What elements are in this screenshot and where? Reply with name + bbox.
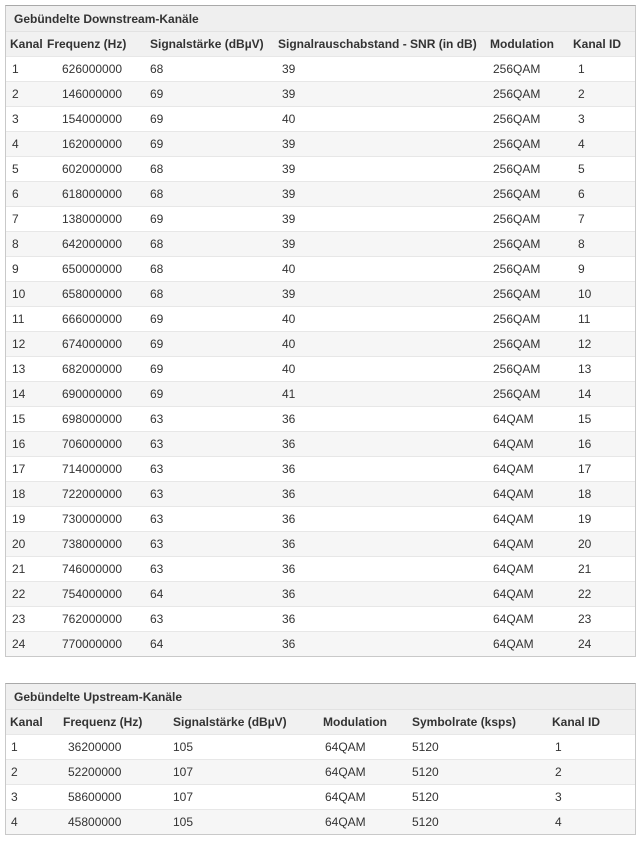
- table-cell: 68: [149, 57, 277, 82]
- table-cell: 7: [572, 207, 635, 232]
- table-cell: 6: [6, 182, 46, 207]
- table-cell: 64QAM: [489, 457, 572, 482]
- table-cell: 36: [277, 557, 489, 582]
- table-cell: 22: [572, 582, 635, 607]
- table-row: [6, 307, 635, 332]
- table-row: [6, 257, 635, 282]
- table-cell: 39: [277, 207, 489, 232]
- downstream-table-title: Gebündelte Downstream-Kanäle: [6, 6, 635, 32]
- table-cell: 24: [572, 632, 635, 657]
- table-cell: 16: [6, 432, 46, 457]
- table-row: [6, 332, 635, 357]
- table-cell: 41: [277, 382, 489, 407]
- table-cell: 68: [149, 232, 277, 257]
- table-cell: 162000000: [46, 132, 149, 157]
- table-cell: 5120: [406, 760, 546, 785]
- table-cell: 105: [166, 810, 316, 835]
- table-cell: 36: [277, 432, 489, 457]
- table-cell: 64QAM: [489, 582, 572, 607]
- table-cell: 69: [149, 82, 277, 107]
- table-cell: 63: [149, 407, 277, 432]
- table-cell: 738000000: [46, 532, 149, 557]
- table-cell: 105: [166, 735, 316, 760]
- table-cell: 6: [572, 182, 635, 207]
- table-cell: 69: [149, 307, 277, 332]
- table-cell: 256QAM: [489, 382, 572, 407]
- table-cell: 107: [166, 785, 316, 810]
- table-cell: 682000000: [46, 357, 149, 382]
- table-cell: 256QAM: [489, 307, 572, 332]
- table-cell: 690000000: [46, 382, 149, 407]
- table-cell: 64QAM: [489, 432, 572, 457]
- table-cell: 9: [6, 257, 46, 282]
- table-cell: 698000000: [46, 407, 149, 432]
- table-cell: 5120: [406, 785, 546, 810]
- table-cell: 13: [572, 357, 635, 382]
- table-row: [6, 407, 635, 432]
- column-header: Kanal: [6, 32, 46, 57]
- upstream-channels-table: [6, 684, 635, 834]
- table-cell: 11: [572, 307, 635, 332]
- table-cell: 138000000: [46, 207, 149, 232]
- upstream-table-title-row: [6, 684, 635, 710]
- table-row: [6, 632, 635, 657]
- table-cell: 10: [6, 282, 46, 307]
- table-cell: 12: [6, 332, 46, 357]
- upstream-table-title: Gebündelte Upstream-Kanäle: [6, 684, 635, 710]
- column-header: Kanal ID: [572, 32, 635, 57]
- table-cell: 16: [572, 432, 635, 457]
- column-header: Signalrauschabstand - SNR (in dB): [277, 32, 489, 57]
- table-cell: 730000000: [46, 507, 149, 532]
- table-cell: 4: [572, 132, 635, 157]
- table-cell: 64QAM: [316, 785, 406, 810]
- table-cell: 64QAM: [489, 532, 572, 557]
- table-cell: 39: [277, 82, 489, 107]
- table-cell: 17: [6, 457, 46, 482]
- table-cell: 45800000: [59, 810, 166, 835]
- table-cell: 602000000: [46, 157, 149, 182]
- table-cell: 256QAM: [489, 132, 572, 157]
- table-cell: 63: [149, 607, 277, 632]
- table-cell: 69: [149, 132, 277, 157]
- table-cell: 8: [572, 232, 635, 257]
- table-cell: 256QAM: [489, 57, 572, 82]
- table-cell: 626000000: [46, 57, 149, 82]
- table-cell: 256QAM: [489, 282, 572, 307]
- table-cell: 256QAM: [489, 257, 572, 282]
- table-row: [6, 382, 635, 407]
- table-cell: 256QAM: [489, 82, 572, 107]
- table-cell: 3: [546, 785, 635, 810]
- upstream-table-body: [6, 735, 635, 835]
- table-cell: 5: [6, 157, 46, 182]
- table-row: [6, 507, 635, 532]
- table-cell: 64QAM: [316, 735, 406, 760]
- table-cell: 1: [546, 735, 635, 760]
- table-cell: 256QAM: [489, 157, 572, 182]
- table-cell: 3: [572, 107, 635, 132]
- table-cell: 2: [546, 760, 635, 785]
- upstream-table-header-row: [6, 710, 635, 735]
- table-cell: 14: [572, 382, 635, 407]
- table-cell: 256QAM: [489, 332, 572, 357]
- table-cell: 19: [6, 507, 46, 532]
- table-row: [6, 107, 635, 132]
- table-row: [6, 760, 635, 785]
- table-cell: 1: [572, 57, 635, 82]
- table-cell: 2: [6, 82, 46, 107]
- table-cell: 69: [149, 107, 277, 132]
- table-cell: 20: [572, 532, 635, 557]
- table-cell: 650000000: [46, 257, 149, 282]
- table-cell: 68: [149, 182, 277, 207]
- column-header: Modulation: [316, 710, 406, 735]
- table-cell: 36: [277, 457, 489, 482]
- table-row: [6, 82, 635, 107]
- table-cell: 13: [6, 357, 46, 382]
- table-cell: 39: [277, 282, 489, 307]
- table-cell: 17: [572, 457, 635, 482]
- table-cell: 8: [6, 232, 46, 257]
- table-cell: 770000000: [46, 632, 149, 657]
- table-cell: 3: [6, 107, 46, 132]
- table-cell: 24: [6, 632, 46, 657]
- table-cell: 21: [572, 557, 635, 582]
- table-cell: 666000000: [46, 307, 149, 332]
- table-cell: 658000000: [46, 282, 149, 307]
- downstream-table-body: [6, 57, 635, 657]
- table-cell: 36: [277, 532, 489, 557]
- table-row: [6, 482, 635, 507]
- table-row: [6, 432, 635, 457]
- table-cell: 3: [6, 785, 59, 810]
- table-cell: 10: [572, 282, 635, 307]
- table-cell: 12: [572, 332, 635, 357]
- table-cell: 39: [277, 232, 489, 257]
- table-cell: 4: [6, 810, 59, 835]
- table-cell: 20: [6, 532, 46, 557]
- column-header: Kanal: [6, 710, 59, 735]
- table-cell: 11: [6, 307, 46, 332]
- table-cell: 39: [277, 182, 489, 207]
- table-cell: 674000000: [46, 332, 149, 357]
- table-cell: 68: [149, 157, 277, 182]
- table-cell: 19: [572, 507, 635, 532]
- table-cell: 154000000: [46, 107, 149, 132]
- table-cell: 64QAM: [489, 482, 572, 507]
- table-cell: 21: [6, 557, 46, 582]
- table-row: [6, 532, 635, 557]
- table-cell: 39: [277, 57, 489, 82]
- table-cell: 64QAM: [489, 607, 572, 632]
- table-cell: 69: [149, 357, 277, 382]
- table-cell: 9: [572, 257, 635, 282]
- table-cell: 642000000: [46, 232, 149, 257]
- table-cell: 256QAM: [489, 357, 572, 382]
- table-cell: 40: [277, 357, 489, 382]
- table-row: [6, 207, 635, 232]
- upstream-channels-section: [5, 683, 636, 835]
- table-cell: 256QAM: [489, 182, 572, 207]
- table-row: [6, 735, 635, 760]
- table-row: [6, 810, 635, 835]
- table-cell: 256QAM: [489, 207, 572, 232]
- table-row: [6, 582, 635, 607]
- table-cell: 4: [546, 810, 635, 835]
- table-cell: 18: [6, 482, 46, 507]
- table-cell: 5120: [406, 810, 546, 835]
- table-cell: 36: [277, 582, 489, 607]
- table-cell: 36: [277, 607, 489, 632]
- table-cell: 18: [572, 482, 635, 507]
- table-cell: 39: [277, 132, 489, 157]
- table-cell: 256QAM: [489, 107, 572, 132]
- table-cell: 52200000: [59, 760, 166, 785]
- table-cell: 36: [277, 507, 489, 532]
- table-cell: 64QAM: [316, 760, 406, 785]
- table-cell: 64QAM: [489, 557, 572, 582]
- table-row: [6, 132, 635, 157]
- table-cell: 64: [149, 582, 277, 607]
- column-header: Signalstärke (dBµV): [166, 710, 316, 735]
- table-cell: 58600000: [59, 785, 166, 810]
- table-cell: 40: [277, 107, 489, 132]
- table-cell: 146000000: [46, 82, 149, 107]
- table-cell: 1: [6, 57, 46, 82]
- table-cell: 107: [166, 760, 316, 785]
- table-cell: 63: [149, 482, 277, 507]
- downstream-table-title-row: [6, 6, 635, 32]
- table-row: [6, 785, 635, 810]
- table-row: [6, 457, 635, 482]
- table-row: [6, 282, 635, 307]
- column-header: Frequenz (Hz): [46, 32, 149, 57]
- column-header: Frequenz (Hz): [59, 710, 166, 735]
- table-cell: 40: [277, 332, 489, 357]
- table-cell: 7: [6, 207, 46, 232]
- table-cell: 68: [149, 282, 277, 307]
- table-cell: 14: [6, 382, 46, 407]
- table-cell: 69: [149, 382, 277, 407]
- column-header: Kanal ID: [546, 710, 635, 735]
- table-cell: 36: [277, 407, 489, 432]
- table-cell: 762000000: [46, 607, 149, 632]
- table-cell: 69: [149, 332, 277, 357]
- table-cell: 22: [6, 582, 46, 607]
- table-cell: 63: [149, 532, 277, 557]
- table-cell: 15: [6, 407, 46, 432]
- table-cell: 64QAM: [316, 810, 406, 835]
- table-cell: 714000000: [46, 457, 149, 482]
- table-cell: 69: [149, 207, 277, 232]
- table-cell: 63: [149, 432, 277, 457]
- downstream-channels-table: [6, 6, 635, 656]
- table-cell: 1: [6, 735, 59, 760]
- table-cell: 36: [277, 482, 489, 507]
- table-cell: 4: [6, 132, 46, 157]
- table-row: [6, 357, 635, 382]
- table-cell: 618000000: [46, 182, 149, 207]
- table-cell: 5: [572, 157, 635, 182]
- table-cell: 39: [277, 157, 489, 182]
- table-cell: 40: [277, 307, 489, 332]
- table-cell: 63: [149, 557, 277, 582]
- table-cell: 64QAM: [489, 632, 572, 657]
- table-cell: 64: [149, 632, 277, 657]
- table-row: [6, 607, 635, 632]
- column-header: Symbolrate (ksps): [406, 710, 546, 735]
- table-cell: 2: [6, 760, 59, 785]
- table-cell: 68: [149, 257, 277, 282]
- table-cell: 256QAM: [489, 232, 572, 257]
- column-header: Signalstärke (dBµV): [149, 32, 277, 57]
- table-cell: 64QAM: [489, 507, 572, 532]
- table-cell: 36: [277, 632, 489, 657]
- table-cell: 36200000: [59, 735, 166, 760]
- table-cell: 64QAM: [489, 407, 572, 432]
- table-row: [6, 557, 635, 582]
- downstream-table-header-row: [6, 32, 635, 57]
- table-cell: 722000000: [46, 482, 149, 507]
- table-cell: 63: [149, 457, 277, 482]
- table-cell: 746000000: [46, 557, 149, 582]
- table-row: [6, 182, 635, 207]
- table-cell: 754000000: [46, 582, 149, 607]
- column-header: Modulation: [489, 32, 572, 57]
- table-cell: 706000000: [46, 432, 149, 457]
- table-row: [6, 57, 635, 82]
- downstream-channels-section: [5, 5, 636, 657]
- table-cell: 23: [6, 607, 46, 632]
- table-cell: 23: [572, 607, 635, 632]
- table-cell: 2: [572, 82, 635, 107]
- table-cell: 5120: [406, 735, 546, 760]
- table-cell: 40: [277, 257, 489, 282]
- table-row: [6, 232, 635, 257]
- table-cell: 63: [149, 507, 277, 532]
- table-row: [6, 157, 635, 182]
- table-cell: 15: [572, 407, 635, 432]
